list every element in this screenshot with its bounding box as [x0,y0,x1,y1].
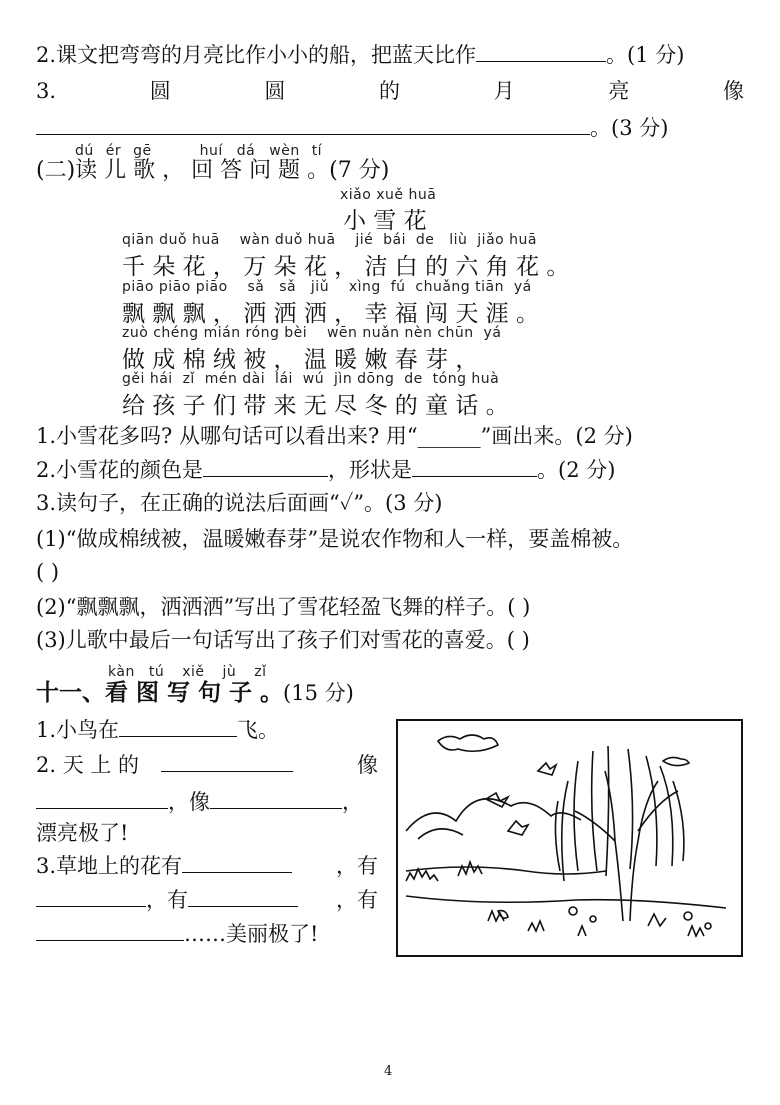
poem-line-pinyin: qiān duǒ huā wàn duǒ huā jié bái de liù jiǎo huā [122,232,537,248]
picture-question-3-line2 [36,887,378,913]
answer-blank[interactable] [203,458,328,477]
pinyin: xiě [182,664,205,680]
picture-question-2-end: 漂亮极了! [36,821,129,845]
question-text: ，有 [336,888,378,912]
statement-3: (3)儿歌中最后一句话写出了孩子们对雪花的喜爱。( ) [36,628,530,652]
answer-blank[interactable] [161,753,293,772]
question-text: ，像 [168,790,210,814]
q3-char: 亮 [608,79,630,103]
question-text: ，有 [336,854,378,878]
score: 。(3 分) [590,116,669,140]
page-number: 4 [384,1064,393,1079]
answer-blank[interactable] [182,854,292,873]
pinyin: huí [199,143,223,159]
pinyin: dá [236,143,256,159]
question-text: 2. 天 上 的 [36,753,140,777]
poem-line: 千 朵 花 ， 万 朵 花 ， 洁 白 的 六 角 花 。 [122,254,570,280]
question-text: ……美丽极了! [184,922,319,946]
question-3 [36,78,744,104]
picture-question-2-line2 [36,789,363,815]
pinyin: tú [148,664,165,680]
pinyin: dú [75,143,94,159]
pinyin: ér [105,143,122,159]
answer-blank[interactable] [36,922,184,941]
statement-1: (1)“做成棉绒被，温暖嫩春芽”是说农作物和人一样，要盖棉被。 [36,527,634,551]
q3-char: 月 [493,79,515,103]
picture-question-2 [36,752,378,778]
section2-heading [36,158,389,184]
question-text: ， [342,790,363,814]
poem-question-3: 3.读句子，在正确的说法后面画“✓”。(3 分) [36,491,443,515]
section11-pinyin [108,664,267,680]
question-2 [36,42,684,68]
question-text: 2.小雪花的颜色是 [36,458,204,482]
answer-blank[interactable] [119,718,237,737]
question-text: ，有 [146,888,188,912]
picture-question-3 [36,853,378,879]
answer-blank[interactable] [36,116,590,135]
statement-2: (2)“飘飘飘，洒洒洒”写出了雪花轻盈飞舞的样子。( ) [36,595,531,619]
picture-question-3-line3 [36,921,318,947]
poem-line-pinyin: piāo piāo piāo sǎ sǎ jiǔ xìng fú chuǎng tiān yá [122,279,532,295]
poem-line: 给 孩 子 们 带 来 无 尽 冬 的 童 话 。 [122,393,509,419]
section-title: (二)读 儿 歌 ， 回 答 问 题 。 [36,158,330,183]
willow-tree-birds-drawing [398,721,741,955]
picture-question-1 [36,717,279,743]
statement-1-bracket[interactable]: ( ) [36,560,60,584]
pinyin: kàn [108,664,135,680]
score: 。(1 分) [606,43,685,67]
answer-blank[interactable] [188,888,298,907]
question-text: 像 [357,753,378,777]
pinyin: tí [311,143,323,159]
q3-char: 的 [379,79,401,103]
pinyin: wèn [269,143,300,159]
q3-char: 圆 [149,79,171,103]
poem-title: 小 雪 花 [343,208,427,234]
pinyin: zǐ [254,664,267,680]
question-text: 1.小鸟在 [36,718,120,742]
pinyin: jù [222,664,237,680]
poem-line: 做 成 棉 绒 被 ， 温 暖 嫩 春 芽 ， [122,347,479,373]
poem-line-pinyin: gěi hái zǐ mén dài lái wú jìn dōng de tóng huà [122,371,500,387]
landscape-illustration [396,719,743,957]
q3-char: 像 [722,79,744,103]
score: (15 分) [283,681,354,705]
pinyin: gē [133,143,152,159]
question-text: ，形状是 [328,458,413,482]
section-title: 十一、看 图 写 句 子 。 [36,679,284,706]
section2-pinyin [75,143,322,159]
answer-blank[interactable] [476,43,606,62]
q3-number: 3. [36,79,57,103]
question-3-answer [36,115,668,141]
poem-question-2 [36,457,615,483]
question-2-text: 2.课文把弯弯的月亮比作小小的船，把蓝天比作 [36,43,477,67]
q3-char: 圆 [264,79,286,103]
poem-line-pinyin: zuò chéng mián róng bèi wēn nuǎn nèn chūn yá [122,325,502,341]
score: (7 分) [329,158,390,183]
poem-line: 飘 飘 飘 ， 洒 洒 洒 ， 幸 福 闯 天 涯 。 [122,301,540,327]
poem-title-pinyin: xiǎo xuě huā [340,187,437,203]
question-text: 3.草地上的花有 [36,854,183,878]
answer-blank[interactable] [36,790,168,809]
answer-blank[interactable] [210,790,342,809]
question-text: 飞。 [237,718,280,742]
score: 。(2 分) [537,458,616,482]
answer-blank[interactable] [412,458,537,477]
section11-heading [36,680,354,706]
answer-blank[interactable] [36,888,146,907]
poem-question-1: 1.小雪花多吗? 从哪句话可以看出来? 用“______”画出来。(2 分) [36,424,633,448]
